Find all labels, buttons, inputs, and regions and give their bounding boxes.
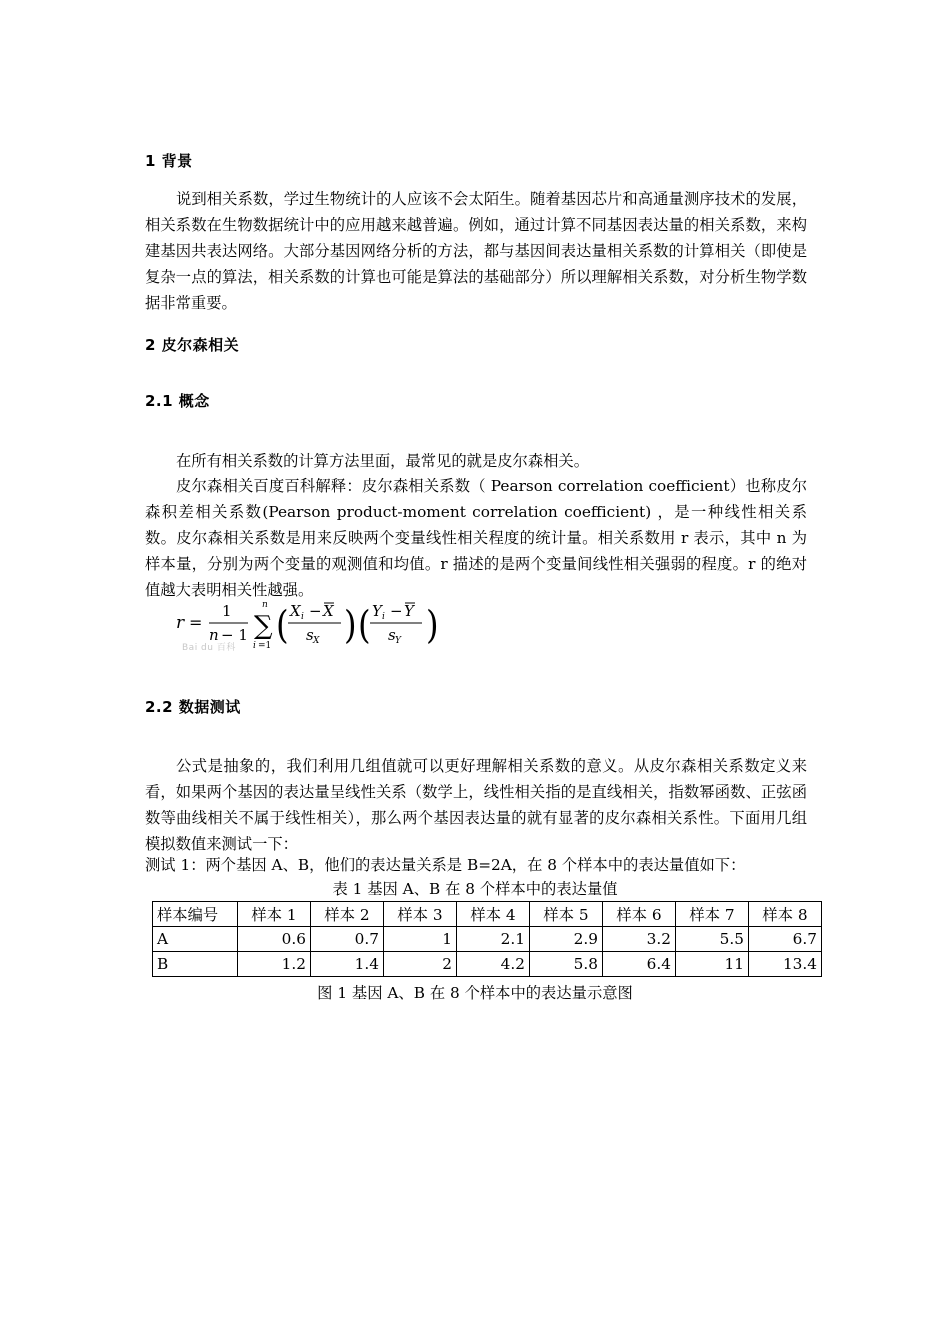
table-cell: 1.4: [311, 952, 384, 977]
svg-text:n: n: [262, 600, 268, 610]
expression-table: [152, 901, 822, 977]
table-1-caption: 表 1 基因 A、B 在 8 个样本中的表达量值: [332, 880, 618, 898]
section-2-2-paragraph: 公式是抽象的，我们利用几组值就可以更好理解相关系数的意义。从皮尔森相关系数定义来看，如果两个基因的表达量呈线性关系（数学上，线性相关指的是直线相关，指数幂函数、正弦函数等曲线相关不属于线性相关），那么两个基因表达量的就有显著的皮尔森相关系性。下面用几组模拟数值来测试一下：: [145, 757, 807, 853]
table-cell: 5.8: [530, 952, 603, 977]
svg-text:−: −: [309, 602, 322, 620]
svg-text:n: n: [209, 626, 219, 644]
figure-1-caption: 图 1 基因 A、B 在 8 个样本中的表达量示意图: [317, 984, 633, 1002]
table-cell: 2.9: [530, 927, 603, 952]
svg-text:): ): [344, 603, 357, 648]
svg-text:(: (: [276, 603, 289, 648]
table-cell: 6.7: [749, 927, 822, 952]
table-cell: 2: [384, 952, 457, 977]
svg-text:): ): [426, 603, 439, 648]
pearson-formula: [176, 598, 446, 658]
svg-text:−: −: [390, 602, 403, 620]
table-cell: 11: [676, 952, 749, 977]
svg-text:X: X: [313, 636, 320, 646]
table-header-cell: 样本 8: [749, 902, 822, 927]
table-cell: 4.2: [457, 952, 530, 977]
table-cell: 13.4: [749, 952, 822, 977]
section-2-2-heading: 2.2 数据测试: [145, 698, 241, 716]
svg-text:s: s: [306, 626, 314, 644]
table-cell: 2.1: [457, 927, 530, 952]
section-2-1-heading: 2.1 概念: [145, 392, 210, 410]
table-cell: B: [153, 952, 238, 977]
table-cell: 1: [384, 927, 457, 952]
table-header-cell: 样本 5: [530, 902, 603, 927]
section-1-paragraph: 说到相关系数，学过生物统计的人应该不会太陌生。随着基因芯片和高通量测序技术的发展，相关系数在生物数据统计中的应用越来越普遍。例如，通过计算不同基因表达量的相关系数，来构建基因共表达网络。大部分基因网络分析的方法，都与基因间表达量相关系数的计算相关（即使是复杂一点的算法，相关系数的计算也可能是算法的基础部分）所以理解相关系数，对分析生物学数据非常重要。: [145, 190, 807, 312]
svg-text:Y: Y: [395, 636, 401, 646]
table-cell: 0.7: [311, 927, 384, 952]
table-row-gene-b: [153, 952, 822, 977]
svg-text:=: =: [189, 613, 203, 632]
test-1-description: 测试 1：两个基因 A、B，他们的表达量关系是 B=2A，在 8 个样本中的表达量值如下：: [145, 856, 746, 874]
svg-text:Y: Y: [404, 602, 414, 620]
section-2-1-intro-line: 在所有相关系数的计算方法里面，最常见的就是皮尔森相关。: [176, 452, 590, 470]
table-cell: 1.2: [238, 952, 311, 977]
section-2-heading: 2 皮尔森相关: [145, 336, 240, 354]
svg-text:(: (: [358, 603, 371, 648]
table-cell: 5.5: [676, 927, 749, 952]
svg-text:X: X: [323, 602, 334, 620]
table-header-cell: 样本 6: [603, 902, 676, 927]
table-header-cell: 样本 1: [238, 902, 311, 927]
svg-text:1: 1: [222, 602, 232, 620]
table-header-cell: 样本 3: [384, 902, 457, 927]
table-cell: A: [153, 927, 238, 952]
table-header-cell: 样本编号: [153, 902, 238, 927]
section-2-1-paragraph: 皮尔森相关百度百科解释：皮尔森相关系数（ Pearson correlation coefficient）也称皮尔森积差相关系数(Pearson product-moment correlation coefficient) ，是一种线性相关系数。皮尔森相关系数是用来反映两个变量线性相关程度的统计量。相关系数用 r 表示，其中 n 为样本量，分别为两个变量的观测值和均值。r 描述的是两个变量间线性相关强弱的程度。r 的绝对值越大表明相关性越强。: [145, 477, 807, 599]
svg-text:i: i: [301, 612, 304, 622]
svg-text:X: X: [290, 602, 301, 620]
formula-watermark: Bai du 百科: [182, 643, 236, 653]
svg-text:=1: =1: [258, 641, 272, 651]
svg-text:− 1: − 1: [221, 626, 248, 644]
svg-text:r: r: [176, 613, 185, 633]
table-header-row: [153, 902, 822, 927]
svg-text:i: i: [382, 612, 385, 622]
table-header-cell: 样本 2: [311, 902, 384, 927]
section-1-heading: 1 背景: [145, 152, 193, 170]
table-cell: 0.6: [238, 927, 311, 952]
svg-text:Y: Y: [372, 602, 382, 620]
svg-text:∑: ∑: [254, 611, 273, 641]
table-cell: 3.2: [603, 927, 676, 952]
table-row-gene-a: [153, 927, 822, 952]
svg-text:s: s: [388, 626, 396, 644]
svg-text:i: i: [253, 641, 256, 651]
table-header-cell: 样本 7: [676, 902, 749, 927]
table-header-cell: 样本 4: [457, 902, 530, 927]
table-cell: 6.4: [603, 952, 676, 977]
